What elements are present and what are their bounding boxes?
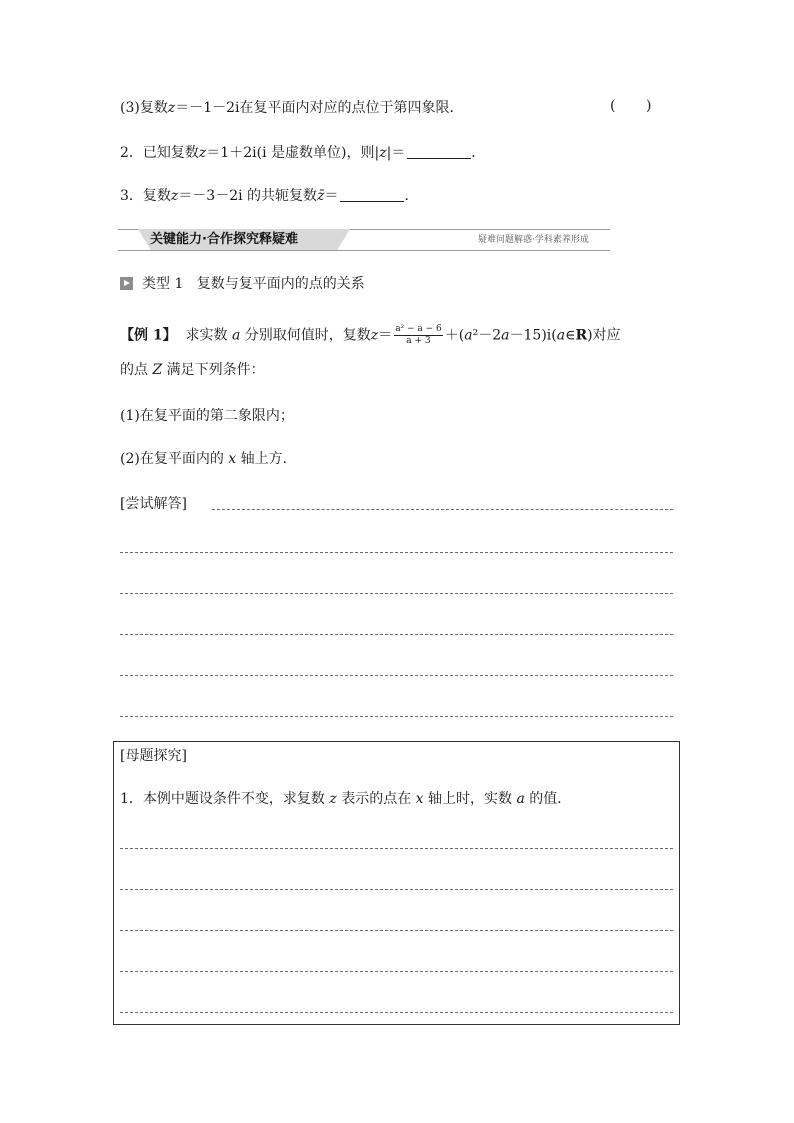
question-3-label: 3．复数 [120, 188, 171, 204]
var-Z: Z [152, 362, 163, 378]
answer-blank[interactable] [340, 187, 404, 202]
question-3-end: ． [404, 188, 419, 204]
expr-part: ∈ [565, 327, 576, 344]
var-z: z [170, 188, 179, 204]
example-text: 求实数 [185, 327, 228, 344]
fraction-denominator: a + 3 [406, 336, 431, 346]
expr-part: )对应 [587, 327, 621, 344]
var-z: z [167, 100, 176, 116]
box-question-1 [120, 789, 571, 809]
example-text: 满足下列条件： [166, 362, 265, 378]
question-2 [120, 143, 485, 163]
extension-box [113, 741, 680, 1025]
var-z: z [329, 791, 337, 807]
condition-2 [120, 449, 297, 469]
var-a: a [556, 327, 566, 344]
answer-line[interactable] [212, 509, 673, 510]
expr-part: ²－2 [472, 327, 502, 344]
question-3-tail: ＝ [324, 188, 339, 204]
box-question-text: 1．本例中题设条件不变，求复数 [120, 791, 325, 807]
answer-line[interactable] [120, 930, 673, 931]
fraction [394, 324, 443, 347]
type-heading [142, 274, 365, 294]
answer-line[interactable] [120, 971, 673, 972]
var-z: z [198, 145, 207, 161]
condition-1: (1)在复平面的第二象限内； [120, 408, 294, 424]
answer-line[interactable] [120, 552, 673, 553]
answer-line[interactable] [120, 675, 673, 676]
condition-2-text: (2)在复平面内的 [120, 451, 224, 467]
var-a: a [516, 791, 525, 807]
fraction-numerator: a² − a − 6 [395, 324, 442, 334]
question-3 [120, 186, 418, 206]
play-icon [120, 277, 133, 290]
banner-divider-bottom [118, 250, 610, 251]
section-title: 关键能力·合作探究释疑难 [150, 232, 298, 247]
answer-line[interactable] [120, 848, 673, 849]
conjugate-z: z̄ [317, 188, 325, 204]
statement-3 [120, 98, 464, 118]
question-2-label: 2．已知复数 [120, 145, 199, 161]
answer-line[interactable] [120, 889, 673, 890]
box-title: [母题探究] [120, 748, 187, 764]
statement-3-rest: 在复平面内对应的点位于第四象限． [239, 100, 464, 116]
question-2-expr: ＝1＋2i(i 是虚数单位)，则| [206, 145, 380, 161]
var-a: a [231, 327, 241, 344]
equals-sign: ＝ [378, 327, 393, 344]
question-2-end: ． [471, 145, 486, 161]
box-question-text: 轴上时，实数 [428, 791, 513, 807]
var-x: x [415, 791, 424, 807]
question-2-tail: |＝ [386, 145, 406, 161]
expr-part: －15)i( [509, 327, 557, 344]
answer-line[interactable] [120, 634, 673, 635]
real-set-symbol: R [575, 327, 588, 344]
example-line-2 [120, 360, 265, 380]
box-question-text: 表示的点在 [341, 791, 412, 807]
section-subtitle: 疑难问题解惑·学科素养形成 [478, 235, 589, 245]
example-tag: 【例 1】 [120, 327, 177, 344]
expr-part: ＋( [444, 327, 465, 344]
var-a: a [501, 327, 510, 344]
answer-blank[interactable] [407, 144, 471, 159]
answer-paren-open: ( [610, 98, 616, 114]
answer-line[interactable] [120, 716, 673, 717]
attempt-label: [尝试解答] [120, 496, 187, 512]
condition-2-text: 轴上方． [240, 451, 297, 467]
example-line-1 [120, 324, 621, 347]
example-text: 的点 [120, 362, 148, 378]
answer-paren-close: ) [646, 98, 652, 114]
answer-line[interactable] [120, 1012, 673, 1013]
statement-3-label: (3)复数 [120, 100, 168, 116]
var-a: a [464, 327, 473, 344]
type-title: 复数与复平面内的点的关系 [196, 276, 365, 292]
statement-3-expr: ＝－1－2i [175, 100, 240, 116]
answer-line[interactable] [120, 593, 673, 594]
example-text: 分别取何值时，复数 [244, 327, 371, 344]
var-z: z [379, 145, 387, 161]
var-x: x [228, 451, 237, 467]
box-question-text: 的值． [529, 791, 572, 807]
var-z: z [370, 327, 379, 344]
question-3-expr: ＝－3－2i 的共轭复数 [178, 188, 318, 204]
type-label: 类型 1 [142, 276, 184, 292]
